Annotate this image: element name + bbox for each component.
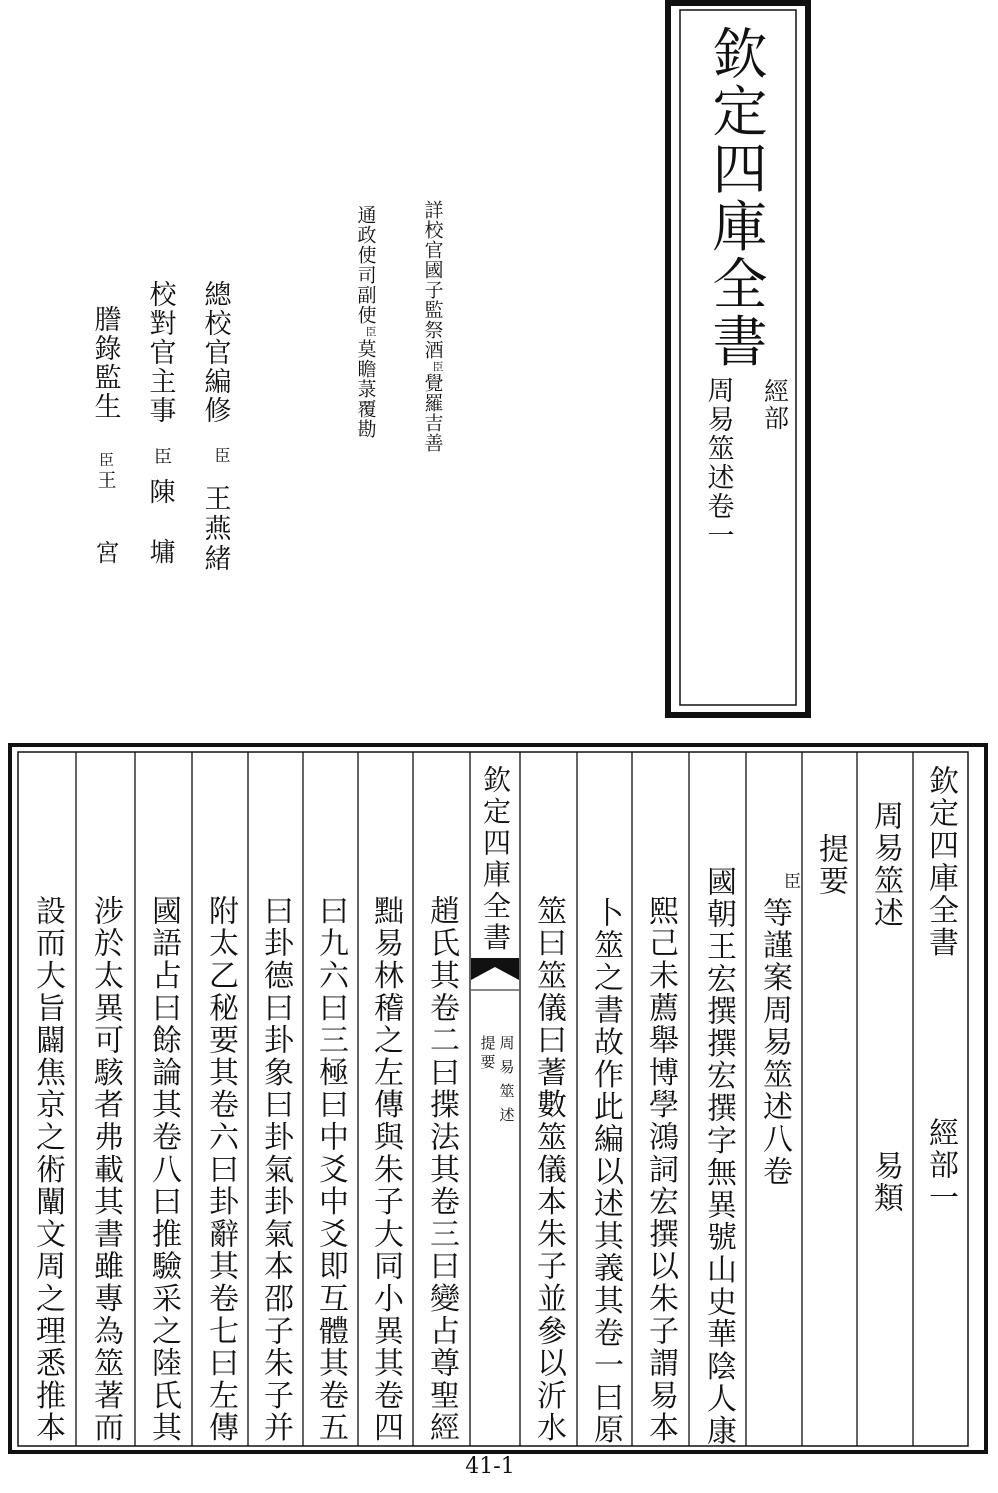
text-column: 黜易林稽之左傳與朱子大同小異其卷四 [368, 895, 403, 1445]
official-name: 王 [94, 470, 117, 489]
fish-tail-mark [471, 958, 519, 980]
text-column: 附太乙秘要其卷六曰卦辭其卷七曰左傳 [203, 895, 238, 1445]
text-column: 卜筮之書故作此編以述其義其卷一曰原 [588, 897, 623, 1447]
official-name: 莫瞻菉覆勘 [354, 339, 377, 439]
official-name-2: 宮 [91, 540, 119, 564]
text-column: 涉於太異可駭者弗載其書雖專為筮著而 [88, 895, 123, 1445]
text-column: 國朝王宏撰撰宏撰字無異號山史華陰人康 [701, 866, 736, 1448]
title-slip-title: 欽定四庫全書 [703, 25, 768, 370]
text-column: 趙氏其卷二曰揲法其卷三曰變占尊聖經 [424, 895, 459, 1445]
official-chen: 臣 [97, 452, 115, 467]
page-category: 易類 [868, 1150, 903, 1215]
fold-book-title: 周易筮述 [497, 1035, 516, 1131]
official-office: 通政使司副使 [354, 205, 377, 325]
official-office: 總校官編修 [199, 280, 231, 425]
page-abstract-label: 提要 [813, 833, 848, 898]
official-chen: 臣 [151, 447, 172, 465]
title-slip-volume: 周易筮述卷一 [702, 376, 734, 550]
official-office: 詳校官國子監祭酒 [421, 200, 444, 360]
text-column: 曰九六曰三極曰中爻中爻即互體其卷五 [313, 895, 348, 1445]
official-name-2: 墉 [145, 538, 175, 564]
official-chen: 臣 [431, 361, 444, 372]
text-column: 熙己未薦舉博學鴻詞宏撰以朱子謂易本 [643, 895, 678, 1445]
official-chen: 臣 [212, 447, 231, 463]
fold-label: 提要 [478, 1035, 497, 1073]
official-office: 謄錄監生 [89, 305, 121, 421]
title-slip-section: 經部 [760, 378, 790, 432]
memorial-heading: 等謹案周易筮述八卷 [757, 897, 792, 1188]
text-column: 國語占曰餘論其卷八曰推驗采之陸氏其 [146, 895, 181, 1445]
official-name: 陳 [145, 478, 175, 504]
page-book-title: 周易筮述 [868, 800, 903, 930]
text-column: 曰卦德曰卦象曰卦氣卦氣本邵子朱子并 [258, 895, 293, 1445]
page-collection-title: 欽定四庫全書 [923, 765, 958, 959]
memorial-chen: 臣 [780, 872, 800, 889]
official-name: 王燕緒 [199, 484, 231, 574]
fold-collection-title: 欽定四庫全書 [479, 765, 512, 954]
text-column: 設而大旨闢焦京之術闡文周之理悉推本 [30, 895, 65, 1445]
official-office: 校對官主事 [144, 280, 176, 425]
page-section: 經部一 [923, 1117, 958, 1214]
page-number: 41-1 [465, 1454, 515, 1479]
text-column: 筮曰筮儀曰蓍數筮儀本朱子並參以沂水 [531, 895, 566, 1445]
official-chen: 臣 [364, 326, 377, 337]
official-name: 覺羅吉善 [421, 373, 444, 453]
